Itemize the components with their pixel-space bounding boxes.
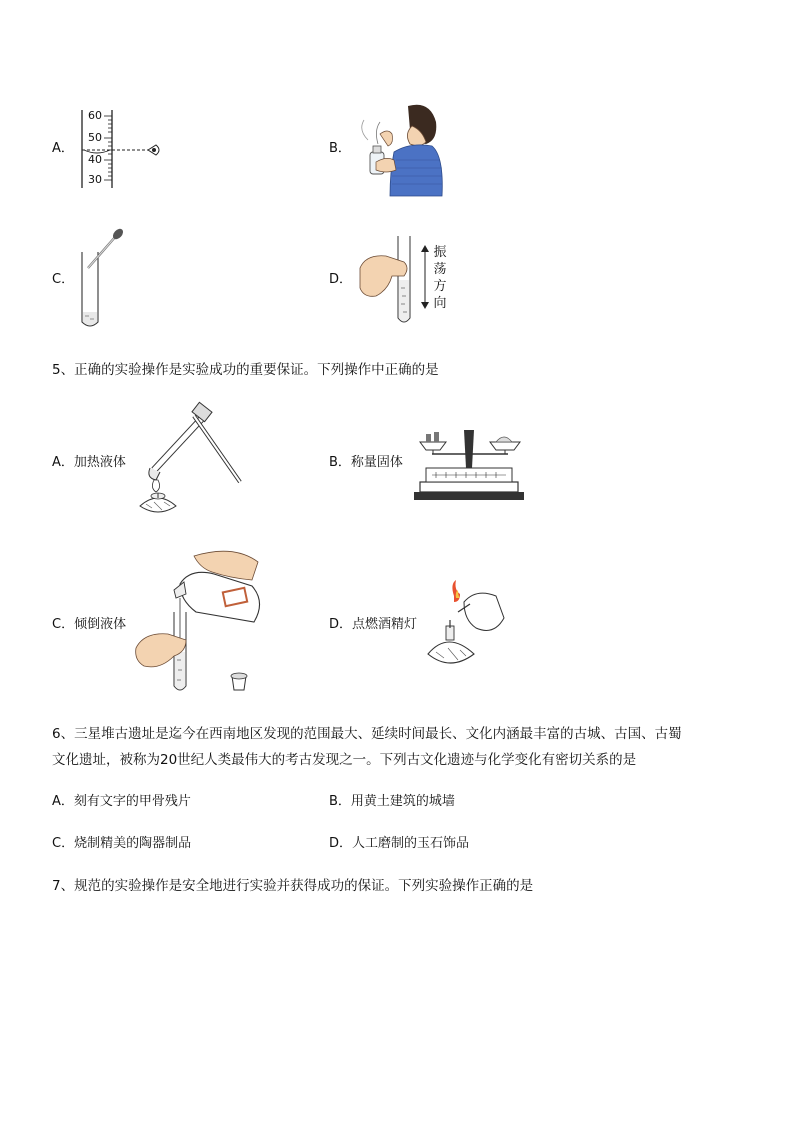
- lighting-lamp-figure: [420, 578, 510, 672]
- flame-icon: [452, 580, 460, 602]
- question-6-stem-line-2: 文化遗址，被称为20世纪人类最伟大的考古发现之一。下列古文化遗迹与化学变化有密切关系的是: [52, 752, 637, 768]
- q6-option-d: D．人工磨制的玉石饰品: [329, 836, 470, 851]
- q6-option-b: B．用黄土建筑的城墙: [329, 794, 455, 809]
- shake-direction-label: 振 荡 方 向: [433, 245, 447, 311]
- option-d-label: D．: [329, 272, 353, 287]
- tick-label: 50: [88, 131, 102, 144]
- option-a-label: A．: [52, 141, 74, 156]
- question-5-stem: 5、正确的实验操作是实验成功的重要保证。下列操作中正确的是: [52, 362, 439, 378]
- dropper-figure: [80, 228, 130, 332]
- heating-liquid-figure: [136, 406, 246, 518]
- q6-option-c: C．烧制精美的陶器制品: [52, 836, 192, 851]
- option-b-label: B．: [329, 141, 351, 156]
- q5-option-a: A．加热液体: [52, 455, 126, 470]
- tick-label: 60: [88, 109, 102, 122]
- smelling-gas-figure: [350, 100, 446, 198]
- q6-option-a: A．刻有文字的甲骨残片: [52, 794, 191, 809]
- q5-option-b: B．称量固体: [329, 455, 403, 470]
- tick-label: 30: [88, 173, 102, 186]
- question-6-stem-line-1: 6、三星堆古遗址是迄今在西南地区发现的范围最大、延续时间最长、文化内涵最丰富的古城、古国、古蜀: [52, 726, 682, 742]
- balance-figure: [412, 420, 527, 502]
- q5-option-c: C．倾倒液体: [52, 617, 127, 632]
- tick-label: 40: [88, 153, 102, 166]
- double-arrow-icon: [420, 244, 430, 310]
- pouring-liquid-figure: [134, 548, 264, 698]
- q5-option-d: D．点燃酒精灯: [329, 617, 418, 632]
- eye-icon: [148, 145, 159, 155]
- option-c-label: C．: [52, 272, 75, 287]
- question-7-stem: 7、规范的实验操作是安全地进行实验并获得成功的保证。下列实验操作正确的是: [52, 878, 534, 894]
- shaking-tube-figure: [358, 234, 418, 326]
